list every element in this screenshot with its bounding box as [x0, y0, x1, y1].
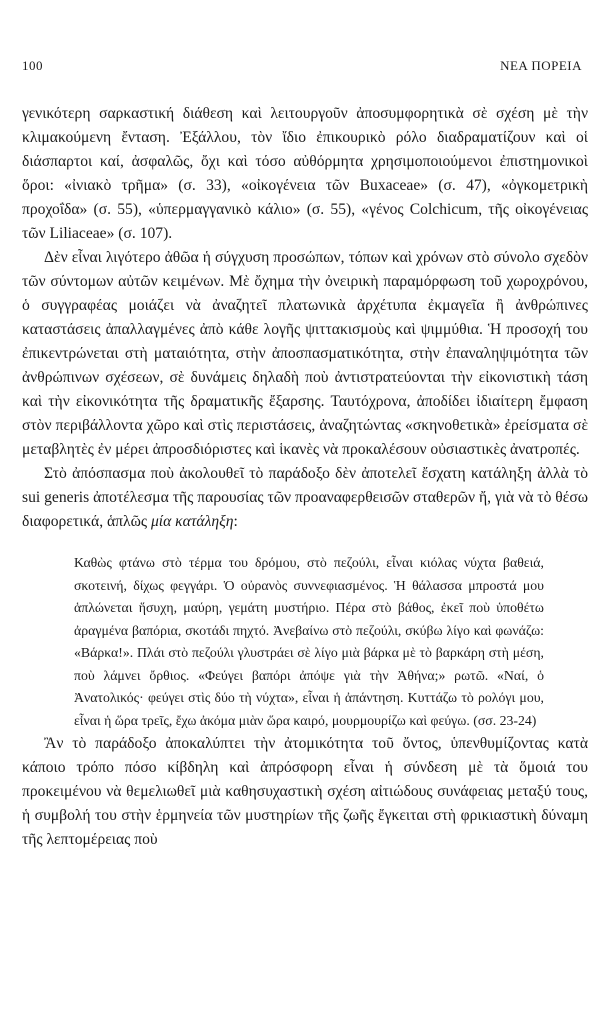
page-body [22, 102, 588, 852]
paragraph-3-text: Στὸ ἀπόσπασμα ποὺ ἀκολουθεῖ τὸ παράδοξο δὲν ἀποτελεῖ ἔσχατη κατάληξη ἀλλὰ τὸ sui generis ἀποτέλεσμα τῆς παρουσίας τῶν προαναφερθεισῶν σταθερῶν ἤ, γιὰ νὰ τὸ θέσω διαφορετικά, ἁπλῶς [22, 465, 588, 530]
page-number: 100 [22, 58, 43, 73]
paragraph-3-end: : [233, 513, 238, 530]
page-header [22, 58, 582, 74]
paragraph-1: γενικότερη σαρκαστική διάθεση καὶ λειτουργοῦν ἀποσυμφορητικὰ σὲ σχέση μὲ τὴν κλιμακούμενη ἔνταση. Ἐξάλλου, τὸν ἴδιο ἐπικουρικὸ ρόλο διαδραματίζουν καὶ οἱ διάσπαρτοι καί, ἀσφαλῶς, ὄχι καὶ τόσο αὐθόρμητα χρησιμοποιούμενοι ἐπιστημονικοὶ ὅροι: «ἰνιακὸ τρῆμα» (σ. 33), «οἰκογένεια τῶν Buxaceae» (σ. 47), «ὀγκομετρικὴ προχοΐδα» (σ. 55), «ὑπερμαγγανικὸ κάλιο» (σ. 55), «γένος Colchicum, τῆς οἰκογένειας τῶν Liliaceae» (σ. 107). [22, 105, 588, 242]
paragraph-3-emphasis: μία κατάληξη [150, 513, 234, 530]
running-title: ΝΕΑ ΠΟΡΕΙΑ [500, 58, 582, 73]
paragraph-4: Ἂν τὸ παράδοξο ἀποκαλύπτει τὴν ἀτομικότητα τοῦ ὄντος, ὑπενθυμίζοντας κατὰ κάποιο τρόπο πόσο κίβδηλη καὶ ἀπρόσφορη εἶναι ἡ σύνδεση μὲ τὰ ὅμοιά του προκειμένου νὰ θεμελιωθεῖ μιὰ καθησυχαστικὴ σχέση αἰτιώδους συνάφειας μεταξύ τους, ἡ συμβολή του στὴν ἑρμηνεία τῶν μυστηρίων τῆς ζωῆς ἔγκειται στὴ φρικιαστικὴ δύναμη τῆς λεπτομέρειας ποὺ [22, 735, 588, 848]
paragraph-3 [22, 462, 588, 534]
paragraph-2: Δὲν εἶναι λιγότερο ἀθῶα ἡ σύγχυση προσώπων, τόπων καὶ χρόνων στὸ σύνολο σχεδὸν τῶν σύντομων αὐτῶν κειμένων. Μὲ ὄχημα τὴν ὀνειρικὴ παραμόρφωση τοῦ χωροχρόνου, ὁ συγγραφέας μοιάζει νὰ ἀναζητεῖ πλατωνικὰ ἀρχέτυπα ἐκμαγεῖα ἢ ἀνθρώπινες καταστάσεις ἀπαλλαγμένες ἀπὸ κάθε λογῆς ψιττακισμοὺς καὶ ψιμμύθια. Ἡ προσοχή του ἐπικεντρώνεται στὴ ματαιότητα, στὴν ἀποσπασματικότητα, στὴν ἐπαναληψιμότητα τῶν ἀνθρώπινων σχέσεων, σὲ δυνάμεις δηλαδὴ ποὺ ἀντιστρατεύονται τὴν εἰκονιστικὴ τάση καὶ τὴν εἰκονικότητα τῆς δραματικῆς ἔξαρσης. Ταυτόχρονα, ἀποδίδει ἰδιαίτερη ἔμφαση στὸν περιβάλλοντα χῶρο καὶ στὶς περιστάσεις, ἀναζητώντας «σκηνοθετικὰ» ἐρείσματα σὲ μεταβλητὲς ἐν μέρει ἀπροσδιόριστες καὶ ἱκανὲς νὰ προκαλέσουν οὐσιαστικὲς ἀνατροπές. [22, 249, 588, 458]
block-quote [74, 552, 544, 732]
block-quote-text: Καθὼς φτάνω στὸ τέρμα του δρόμου, στὸ πεζούλι, εἶναι κιόλας νύχτα βαθειά, σκοτεινή, δίχως φεγγάρι. Ὁ οὐρανὸς συννεφιασμένος. Ἡ θάλασσα μπροστά μου ἁπλώνεται ἥσυχη, μαύρη, γεμάτη μυστήριο. Πέρα στὸ βάθος, ἐκεῖ ποὺ ὑποθέτω ἀραγμένα βαπόρια, σκοτάδι πηχτό. Ἀνεβαίνω στὸ πεζούλι, σκύβω λίγο καὶ φωνάζω: «Βάρκα!». Πλάι στὸ πεζούλι γλυστράει σὲ λίγο μιὰ βάρκα μὲ τὸ βαρκάρη στὴ μέση, ποὺ λάμνει ὄρθιος. «Φεύγει βαπόρι ἀπόψε γιὰ τὴν Ἀθήνα;» ρωτῶ. «Ναί, ὁ Ἀνατολικός· φεύγει στὶς δύο τὴ νύχτα», εἶναι ἡ ἀπάντηση. Κυττάζω τὸ ρολόγι μου, εἶναι ἡ ὥρα τρεῖς, ἔχω ἀκόμα μιὰν ὥρα καιρό, μουρμουρίζω καὶ φεύγω. (σσ. 23-24) [74, 555, 544, 728]
